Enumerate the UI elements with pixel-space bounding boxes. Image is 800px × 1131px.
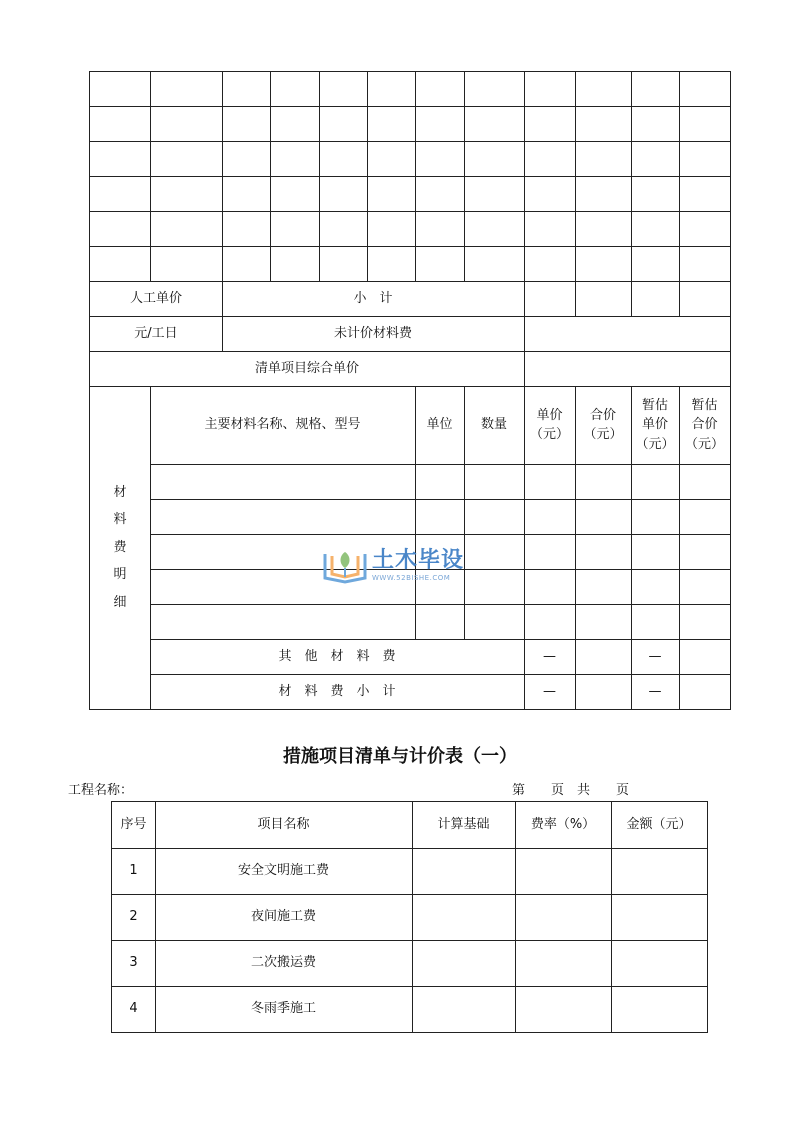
table-rule	[679, 71, 680, 282]
col-header-basis: 计算基础	[437, 817, 490, 833]
total-price-header	[575, 386, 631, 464]
table-rule	[89, 211, 731, 212]
table-rule	[270, 71, 271, 282]
est-unit-price-header	[631, 386, 679, 464]
table-rule	[89, 246, 731, 247]
other-material-est-price-dash: —	[648, 648, 662, 664]
table-rule	[89, 141, 731, 142]
unpriced-material-label: 未计价材料费	[333, 325, 412, 341]
table-rule	[679, 281, 680, 317]
row-name: 夜间施工费	[250, 909, 316, 925]
material-subtotal-unit-price-dash: —	[543, 683, 556, 699]
watermark-brand: 土木毕设	[372, 548, 465, 573]
row-no: 3	[129, 955, 138, 971]
row-name: 冬雨季施工	[250, 1001, 316, 1017]
est-unit-price-header-line: 单价	[641, 417, 668, 433]
labor-unit-price-label: 人工单价	[129, 290, 182, 306]
material-subtotal-label: 材 料 费 小 计	[278, 683, 396, 699]
table-rule	[415, 71, 416, 282]
table-rule	[150, 71, 151, 282]
table-rule	[89, 709, 731, 710]
table-rule	[89, 106, 731, 107]
composite-price-label: 清单项目综合单价	[254, 360, 359, 376]
material-subtotal-est-price-dash: —	[648, 683, 662, 699]
material-section-char: 细	[113, 594, 127, 610]
unit-price-header	[524, 386, 575, 464]
table-rule	[707, 801, 708, 1033]
main-material-header: 主要材料名称、规格、型号	[204, 417, 361, 433]
project-name-label: 工程名称：	[68, 783, 134, 798]
other-material-unit-price-dash: —	[543, 648, 556, 664]
table-rule	[150, 604, 731, 605]
page-title: 措施项目清单与计价表（一）	[283, 746, 517, 767]
table-rule	[575, 281, 576, 317]
unit-price-header-line: 单价	[536, 407, 563, 423]
table-rule	[111, 1032, 708, 1033]
material-section-label	[90, 386, 150, 709]
est-total-price-header	[679, 386, 730, 464]
table-rule	[631, 281, 632, 317]
est-total-price-header-line: 合价	[691, 417, 718, 433]
table-rule	[464, 71, 465, 282]
row-no: 2	[129, 909, 138, 925]
subtotal-label: 小 计	[353, 290, 393, 306]
row-no: 4	[129, 1001, 138, 1017]
row-name: 二次搬运费	[250, 955, 316, 971]
quantity-header: 数量	[480, 417, 507, 433]
unit-header: 单位	[426, 417, 453, 433]
col-header-no: 序号	[120, 817, 147, 833]
total-price-header-line: 合价	[589, 407, 616, 423]
col-header-rate: 费率（%）	[530, 817, 596, 833]
table-rule	[89, 71, 731, 72]
book-logo-icon	[322, 548, 368, 584]
table-rule	[222, 71, 223, 282]
yuan-per-day-label: 元/工日	[134, 325, 178, 341]
watermark-url: WWW.52BISHE.COM	[372, 574, 451, 582]
row-name: 安全文明施工费	[237, 863, 329, 879]
col-header-amount: 金额（元）	[626, 817, 692, 833]
table-rule	[524, 71, 525, 282]
table-rule	[319, 71, 320, 282]
table-rule	[524, 281, 525, 387]
est-unit-price-header-line: 暂估	[641, 397, 668, 413]
est-unit-price-header-line: （元）	[635, 436, 675, 452]
est-total-price-header-line: （元）	[684, 436, 724, 452]
watermark	[322, 548, 464, 584]
other-material-label: 其 他 材 料 费	[278, 648, 396, 664]
table-rule	[367, 71, 368, 282]
table-rule	[575, 71, 576, 282]
table-rule	[150, 464, 731, 465]
total-price-header-line: （元）	[583, 427, 623, 442]
col-header-name: 项目名称	[257, 817, 310, 833]
material-section-char: 费	[113, 539, 127, 555]
table-rule	[150, 499, 731, 500]
table-rule	[89, 176, 731, 177]
material-section-char: 明	[113, 567, 127, 583]
table-rule	[631, 71, 632, 282]
page-info: 第 页 共 页	[512, 783, 630, 798]
est-total-price-header-line: 暂估	[691, 397, 718, 413]
table-rule	[730, 71, 731, 710]
material-section-char: 材	[113, 484, 127, 500]
material-section-char: 料	[113, 512, 127, 528]
unit-price-header-line: （元）	[529, 427, 569, 442]
table-rule	[150, 534, 731, 535]
row-no: 1	[129, 863, 138, 879]
